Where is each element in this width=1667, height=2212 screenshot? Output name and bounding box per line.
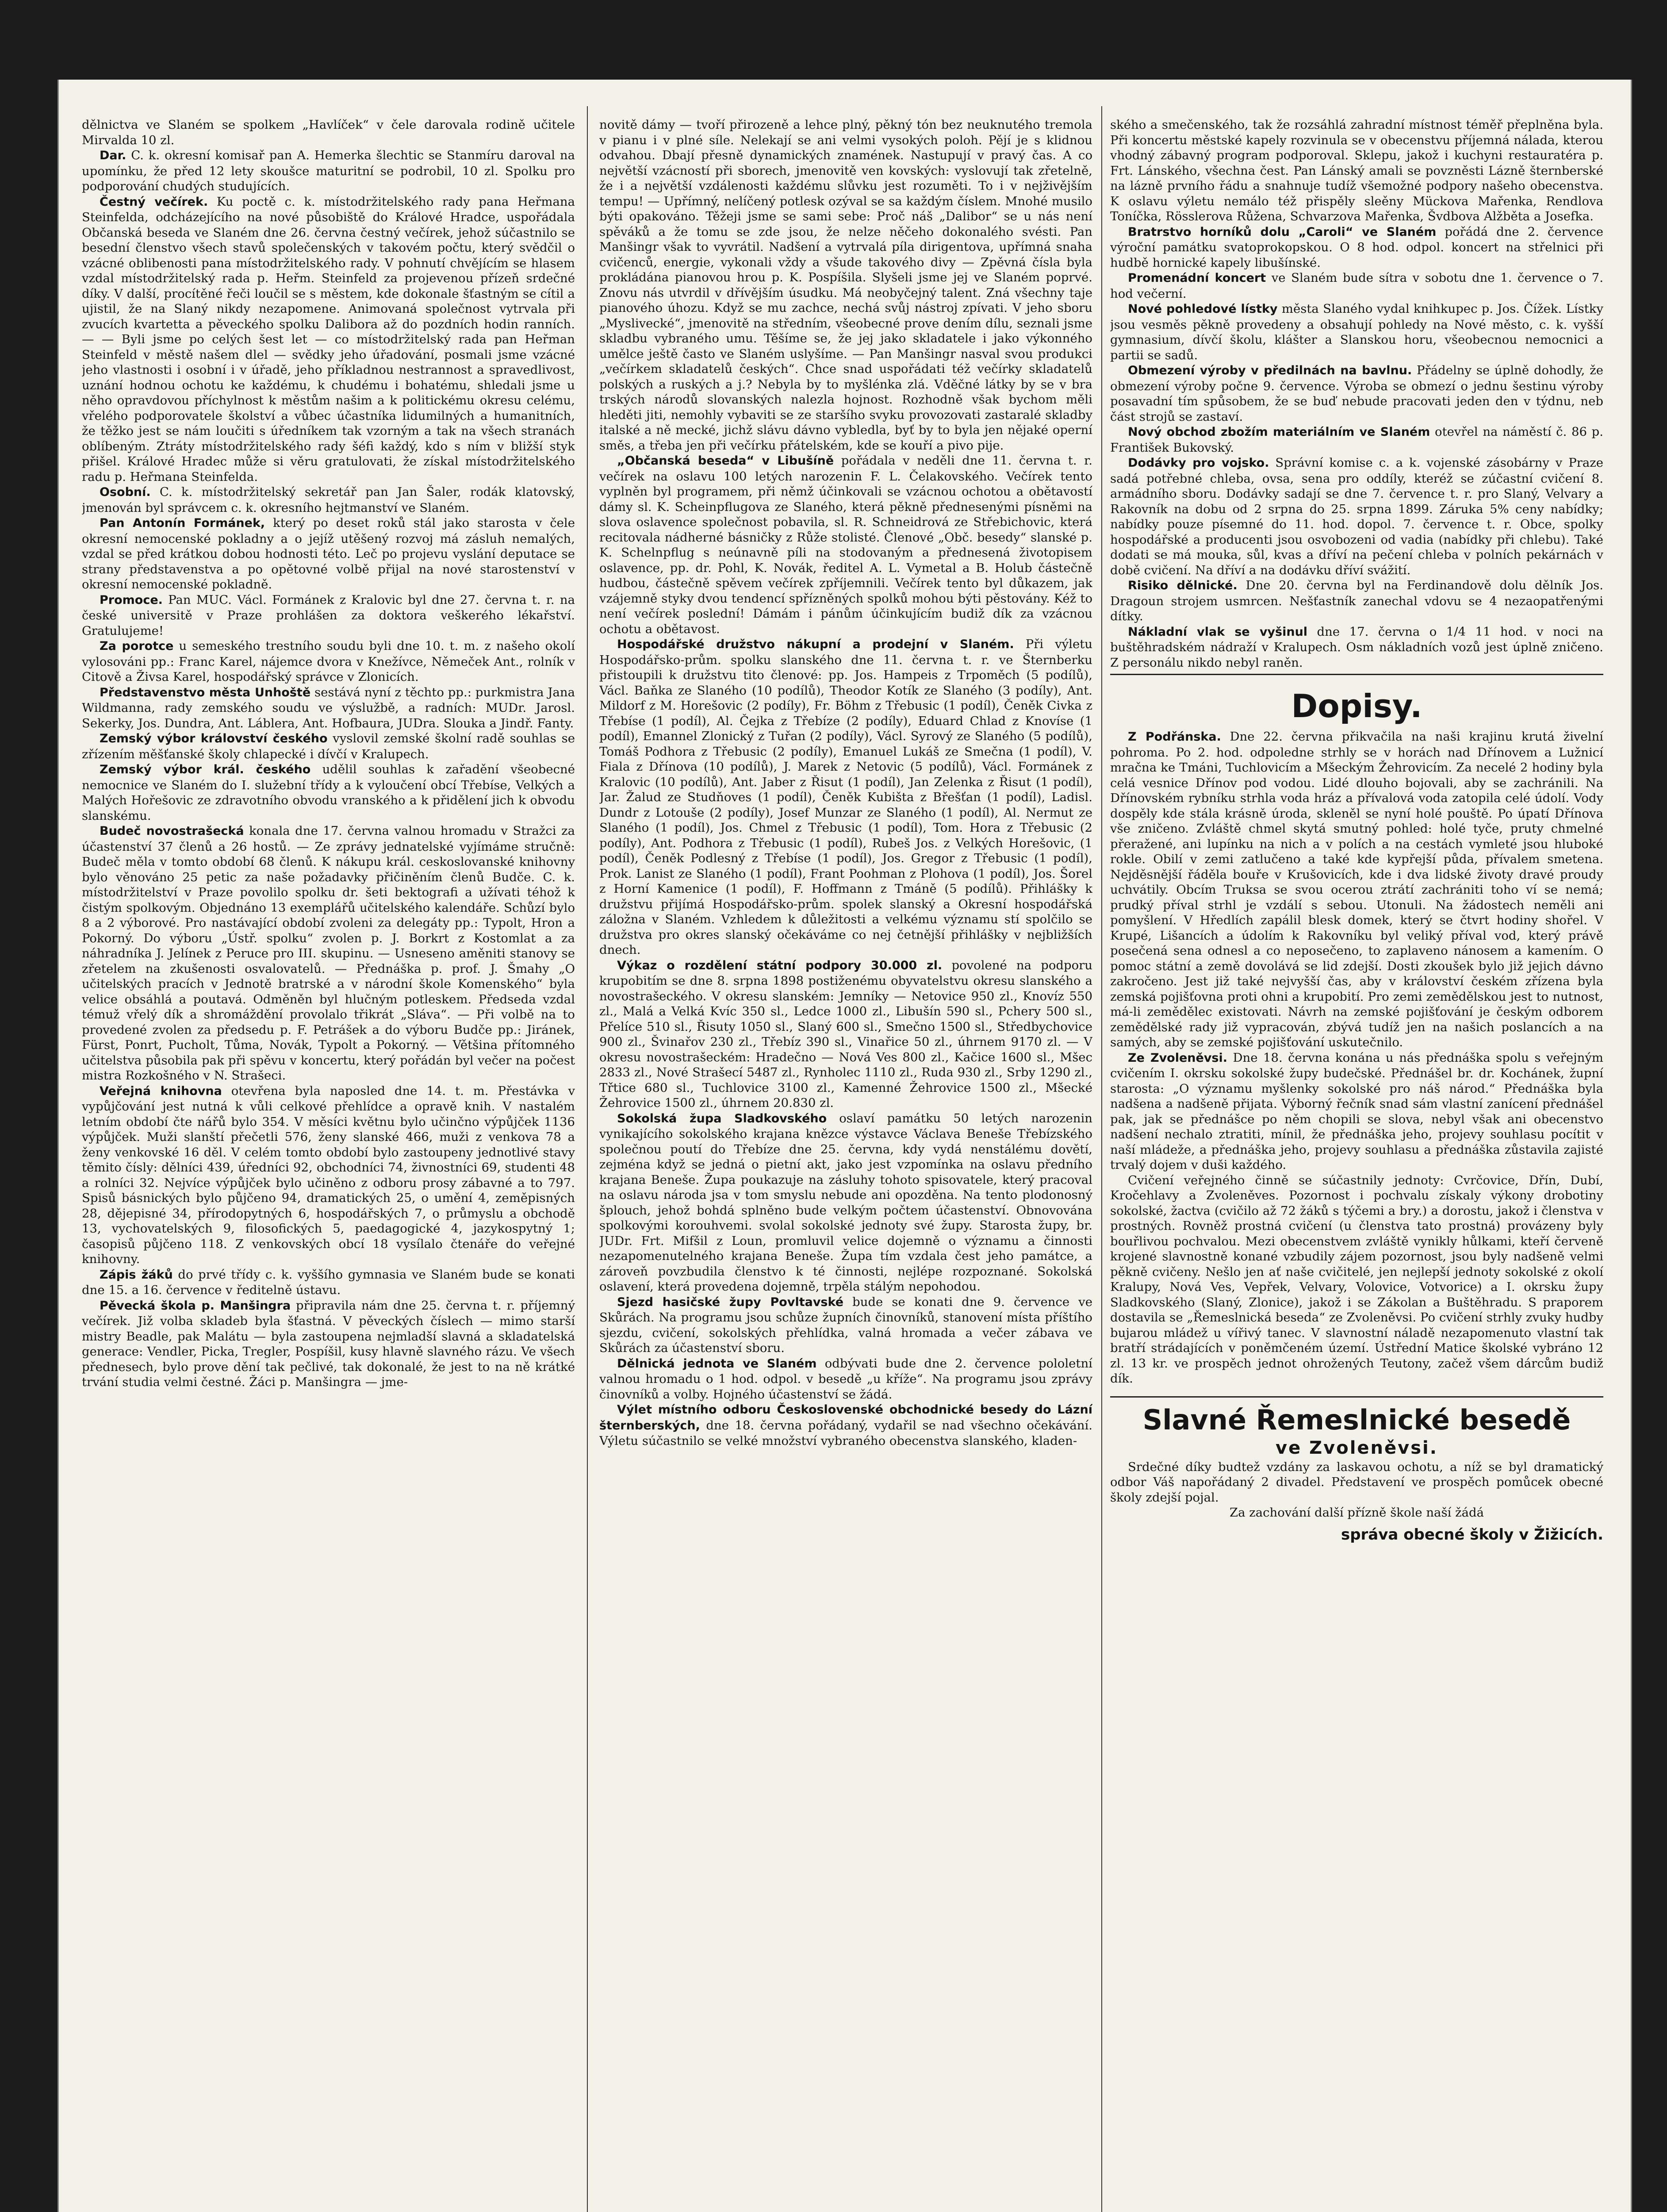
news-headline: Nový obchod zbožím materiálním ve Slaném bbox=[1128, 425, 1430, 439]
news-text: odbývati bude dne 2. července pololetní valnou hromadu o 1 hod. odpol. v besedě „u kříže“. Na programu jsou zprávy činovníků a volby. Hojného účastenství se žádá. bbox=[599, 1356, 1092, 1402]
news-headline: „Občanská beseda“ v Libušíně bbox=[617, 454, 834, 468]
news-text: otevřel na náměstí č. 86 p. František Bukovský. bbox=[1110, 425, 1603, 455]
news-item bbox=[82, 484, 575, 515]
news-text: Přádelny se úplně dohodly, že obmezení výroby počne 9. července. Výroba se obmezí o jednu šestinu výroby posavadní tím spůsobem, že se buď nebude pracovati jeden den v týdnu, neb část strojů se zastaví. bbox=[1110, 363, 1603, 424]
news-item bbox=[82, 148, 575, 194]
news-text: povolené na podporu krupobitím se dne 8. srpna 1898 postiženému obyvatelstvu okresu slanského a novostrašeckého. V okresu slanském: Jemníky — Netovice 950 zl., Knovíz 550 zl., Malá a Velká Kvíc 350 sl., Ledce 1000 zl., Libušín 590 sl., Pchery 500 sl., Přelíce 510 sl., Řisuty 1050 sl., Slaný 600 sl., Smečno 1500 sl., Středbychovice 900 zl., Švinařov 230 zl., Třebíz 390 sl., Vinařice 50 zl., úhrnem 9170 zl. — V okresu novostrašeckém: Hradečno — Nová Ves 800 zl., Kačice 1600 sl., Mšec 2833 zl., Nové Strašecí 5487 zl., Rynholec 1110 zl., Ruda 930 zl., Srby 1290 zl., Třtice 680 sl., Tuchlovice 3100 zl., Kamenné Žehrovice 1500 zl., Mšecké Žehrovice 1500 zl., úhrnem 20.830 zl. bbox=[599, 958, 1092, 1110]
column-rule-2 bbox=[1101, 106, 1102, 2212]
news-text: Při výletu Hospodářsko-prům. spolku slanského dne 11. června t. r. ve Šternberku přistoupili k družstvu tito členové: pp. Jos. Hampeis z Trpoměch (5 podílů), Václ. Baňka ze Slaného (10 podílů), Theodor Kotík ze Slaného (3 podíly), Ant. Mildorf z M. Horešovic (2 podíly), Fr. Böhm z Třebusic (1 podíl), Čeněk Civka z Třebíse (1 podíl), Al. Čejka z Třebíze (2 podíly), Eduard Chlad z Knovíse (1 podíl), Emannel Zlonický z Tuřan (2 podíly), Václ. Syrový ze Slaného (5 podílů), Tomáš Podhora z Třebusic (2 podíly), Emanuel Lukáš ze Smečna (1 podíl), V. Fiala z Dřínova (10 podílů), J. Marek z Netovic (5 podílů), Václ. Formánek z Kralovic (10 podílů), Ant. Jaber z Řisut (1 podíl), Jan Zelenka z Řisut (1 podíl), Jar. Žalud ze Studňoves (1 podíl), Čeněk Kubišta z Břešťan (1 podíl), Ladisl. Dundr z Lotouše (2 podíly), Josef Munzar ze Slaného (1 podíl), Al. Nermut ze Slaného (1 podíl), Jos. Chmel z Třebusic (1 podíl), Tom. Hora z Třebusic (2 podíly), Ant. Podhora z Třebusic (1 podíl), Rubeš Jos. z Velkých Horešovic, (1 podíl), Čeněk Podlesný z Třebíse (1 podíl), Jos. Gregor z Třebusic (1 podíl), Prok. Lanist ze Slaného (1 podíl), Frant Poohman z Plohova (1 podíl), Jos. Šorel z Horní Kamenice (1 podíl), F. Hoffmann z Tmáně (5 podílů). Přihlášky k družstvu přijímá Hospodářsko-prům. spolek slanský a Okresní hospodářská záložna v Slaném. Vzhledem k důležitosti a velkému významu stí spolčilo se družstva pro okres slanský očekáváme co nej četnější přihlášky v nejbližších dnech. bbox=[599, 637, 1092, 957]
news-item bbox=[82, 194, 575, 485]
news-text: Správní komise c. a k. vojenské zásobárny v Praze sadá potřebné chleba, ovsa, sena pro oddíly, kteréž se zúčastní cvičení 8. armádního sboru. Dodávky sadají se dne 7. července t. r. pro Slaný, Velvary a Rakovník na dobu od 2 srpna do 25. srpna 1899. Záruka 5% ceny nabídky; nabídky pouze písemné do 11. hod. dopol. 7. července t. r. Obce, spolky hospodářské a producenti jsou osvobozeni od vadia (nabídky při chlebu). Také dodati se má mouka, sůl, kvas a dříví na pečení chleba v polních pekárnách v době cvičení. Na dříví a na dodávku dříví svážití. bbox=[1110, 456, 1603, 577]
news-headline: Promenádní koncert bbox=[1128, 271, 1266, 285]
news-item bbox=[1110, 424, 1603, 455]
news-item bbox=[1110, 363, 1603, 424]
notice-subtitle: ve Zvoleněvsi. bbox=[1276, 1437, 1438, 1458]
news-text: Dne 20. června byl na Ferdinandově dolu dělník Jos. Dragoun strojem usmrcen. Nešťastník zanechal vdovu se 4 nezaopatřenými dítky. bbox=[1110, 578, 1603, 623]
notice-closing: Za zachování další přízně škole naší žádá bbox=[1230, 1505, 1484, 1520]
letter-text: Cvičení veřejného činně se súčastnily jednoty: Cvrčovice, Dřín, Dubí, Kročehlavy a Zvoleněves. Pozornost i pochvalu získaly výkony drobotiny sokolské, žactva (cvičilo až 72 žáků s týčemi a bry.) a dorostu, jakož i členstva v prostných. Rovněž prostná cvičení (u členstva tato prostná) provázeny byly bouřlivou pochvalou. Mezi obecenstvem zvláště vynikly hůlkami, kteří červeně krojené slavnostně konané vzbudily zájem pozornost, jsou byly nadšeně velmi pěkně cvičeny. Nešlo jen ať naše cvičitelé, jen nejlepší jednoty sokolské z okolí Kralupy, Nová Ves, Vepřek, Velvary, Volovice, Votvorice) a I. okrsku župy Sladkovského (Slaný, Zlonice), jakož i se Zákolan a Buštěhradu. S praporem dostavila se „Řemeslnická beseda“ ze Zvoleněvsi. Po cvičení strhly zvuky hudby bujarou mládež u vířivý tanec. V slavnostní náladě nezapomenuto vlastní tak bratří strádajících v poněmčeném území. Ústřední Matice školské vybráno 12 zl. 13 kr. ve prospěch jednot ohrožených Teutony, začež všem dárcům budiž dík. bbox=[1110, 1173, 1603, 1386]
news-text: který po deset roků stál jako starosta v čele okresní nemocenské pokladny a o jejíž utěšený rozvoj má zásluh nemalých, vzdal se před krátkou dobou hodnosti této. Leč po projevu vyslání deputace se strany představenstva a po opětovné volbě přijal na nové starostenství v okresní nemocenské pokladně. bbox=[82, 516, 575, 591]
news-item bbox=[1110, 270, 1603, 301]
news-text: ve Slaném bude sítra v sobotu dne 1. července o 7. hod večerní. bbox=[1110, 271, 1603, 301]
news-headline: Čestný večírek. bbox=[100, 195, 208, 209]
news-headline: Dodávky pro vojsko. bbox=[1128, 456, 1269, 470]
news-item bbox=[1110, 455, 1603, 578]
news-item bbox=[82, 731, 575, 762]
news-item bbox=[82, 1083, 575, 1267]
news-text: dělnictva ve Slaném se spolkem „Havlíček“ v čele darovala rodině učitele Mirvalda 10 zl. bbox=[82, 118, 575, 147]
news-headline: Za porotce bbox=[100, 639, 174, 653]
news-item bbox=[1110, 117, 1603, 224]
letter-headline: Ze Zvoleněvsi. bbox=[1128, 1051, 1228, 1065]
news-item bbox=[82, 592, 575, 639]
letter-item bbox=[1110, 729, 1603, 1050]
column-3 bbox=[1110, 117, 1603, 2212]
news-text: sestává nyní z těchto pp.: purkmistra Jana Wildmanna, rady zemského soudu ve výslužbě, a radních: MUDr. Jarosl. Sekerky, Jos. Dundra, Ant. Láblera, Ant. Hofbaura, JUDra. Slouka a Jindř. Fanty. bbox=[82, 685, 575, 730]
news-item bbox=[599, 117, 1092, 453]
news-headline: Nákladní vlak se vyšinul bbox=[1128, 625, 1308, 639]
news-text: dne 17. června o 1/4 11 hod. v noci na buštěhradském nádraží v Kralupech. Osm nákladních vozů jest úplně zničeno. Z personálu nikdo nebyl raněn. bbox=[1110, 624, 1603, 670]
news-headline: Risiko dělnické. bbox=[1128, 579, 1238, 592]
news-text: udělil souhlas k zařadění všeobecné nemocnice ve Slaném do I. služební třídy a k vyloučení obcí Třebíse, Velkých a Malých Hořešovic ze zdravotního obvodu vranského a k přidělení jich k obvodu slanskému. bbox=[82, 762, 575, 823]
news-headline: Sokolská župa Sladkovského bbox=[617, 1111, 827, 1125]
news-headline: Dělnická jednota ve Slaném bbox=[617, 1356, 817, 1371]
notice-signature: správa obecné školy v Žižicích. bbox=[1341, 1525, 1603, 1544]
news-item bbox=[82, 1267, 575, 1298]
news-text: vyslovil zemské školní radě souhlas se zřízením měšťanské školy chlapecké i dívčí v Kralupech. bbox=[82, 731, 575, 761]
letter-text: Dne 18. června konána u nás přednáška spolu s veřejným cvičením I. okrsku sokolské župy budečské. Přednášel br. dr. Kochánek, župní starosta: „O významu myšlenky sokolské pro náš národ.“ Přednáška byla nadšena a nadšeně přijata. Výborný řečník snad sám vlastní zanícení přednášel pak, jak se přednášce po něm chopili se slova, nebyl však ani obecenstvo nadšení nechalo ztratiti, mínil, že přednáška jeho, projevy souhlasu pocítit v naší mládeže, a přednáška jeho, projevy souhlasu a přednáška zůstavila zajisté trvalý dojem v duši každého. bbox=[1110, 1050, 1603, 1172]
letter-text: Dne 22. června přikvačila na naši krajinu krutá živelní pohroma. Po 2. hod. odpoledne strhly se v horách nad Dřínovem a Lužnicí mračna ke Tmáni, Tuchlovicím a Mšeckým Žehrovicím. Za necelé 2 hodiny byla celá vesnice Dřínov pod vodou. Lidé dlouho bojovali, aby se zachránili. Na Dřínovském rybníku strhla voda hráz a přívalová voda zatopila celé údolí. Vody dospěly kde stála krásně úroda, skleněl se nyní holé pouště. Po úpatí Dřínova vše zničeno. Zvláště chmel skytá smutný pohled: holé tyče, pruty chmelné přeražené, ani lupínku na nich a v polích a na cestách vymleté jsou hluboké rokle. Obilí v zemi zatlučeno a také kde kypřejší půda, přívalem smetena. Nejděsnější řáděla bouře v Krušovicích, kde i dva lidské životy dravé proudy uchvátily. Obcím Truksa se svou ocerou ztrátí zachrániti toho ví se nemá; prudký příval strhl je vzdálí s sebou. Utonuli. Na žádostech neměli ani pomyšlení. V Hředlích zapálil blesk domek, který se čtvrt hodiny shořel. V Krupé, Lišancích a údolím k Rakovníku byl veliký příval vod, který právě posečená sena odnesl a co neposečeno, to zaplaveno nánosem a kamením. O pomoc státní a země dovolává se lid zdejší. Dosti zkoušek bylo již jejich dávno zakročeno. Jest již také nejvyšší čas, aby v království českém zřízena byla zemská pojišťovna proti ohni a krupobití. Pro zemi zemědělskou jest to nutnost, má-li zemědělec existovati. Návrh na zemské pojišťování je českým odborem zemědělské rady již vypracován, zbývá tudíž jen na našich poslancích a na samých, aby se zemské pojišťování uskutečnilo. bbox=[1110, 730, 1603, 1049]
news-text: svolal sokolské jednoty své župy. Starosta župy, br. JUDr. Frt. Mifšil z Loun, promluvil velice dojemně o významu a činnosti nezapomenutelného krajana Beneše. Župa tím vzdala čest jeho památce, a zároveň povzbudila členstvo k té činnosti, nejlépe rozpoznané. Sokolská oslavení, která provedena dojemně, trpěla stálým nepohodou. bbox=[599, 1218, 1092, 1294]
news-text: oslaví památku 50 letých narozenin vynikajícího sokolského krajana knězce výstavce Václava Beneše Třebízského společnou poutí do Třebíze dne 25. června, kdy vydá nenstálému dovětí, zejména když se jedná o pietní akt, jako jest vzpomínka na oslavu předního krajana Beneše. Župa poukazuje na zásluhy tohoto spisovatele, který pracoval na oslavu národa jsa v tom smyslu nebude ani opozděna. Na tento plodonosný šplouch, jehož bohdá splněno bude velkým počtem účastenství. Obnovována spolkovými korouhvemi. bbox=[599, 1111, 1092, 1233]
news-headline: Bratrstvo horníků dolu „Caroli“ ve Slaném bbox=[1128, 225, 1437, 239]
news-headline: Sjezd hasičské župy Povltavské bbox=[617, 1295, 844, 1309]
notice-body: Srdečné díky budtež vzdány za laskavou ochotu, a níž se byl dramatický odbor Váš napořádaný 2 divadel. Představení ve prospěch pomůcek obecné školy zdejší pojal. bbox=[1110, 1459, 1603, 1505]
news-item bbox=[599, 637, 1092, 958]
news-text: otevřena byla naposled dne 14. t. m. Přestávka v vypůjčování jest nutná k vůli celkové přehlídce a opravě knih. V nastalém letním období čte nářů bylo 354. V měsíci květnu bylo učinčno výpůjček 1136 výpůjček. Muži slanští přečetli 576, ženy slanské 466, muži z venkova 78 a ženy venkovské 16 děl. V celém tomto období bylo zastoupeny jednotlivé stavy těmito čísly: dělníci 439, úředníci 92, obchodníci 74, živnostníci 69, studenti 48 a rolníci 32. Nejvíce výpůjček bylo učiněno z odboru prosy zábavné a to 797. Spisů básnických bylo půjčeno 94, dramatických 25, o umění 4, zeměpisných 28, dějepisné 34, přírodopytných 6, hospodářských 7, o průmyslu a obchodě 13, vychovatelských 9, filosofických 5, paedagogické 4, jazykospytný 1; časopisů půjčeno 118. Z venkovských obcí 18 vysílalo čtenáře do veřejné knihovny. bbox=[82, 1083, 575, 1266]
dopisy-section-title: Dopisy. bbox=[1291, 687, 1422, 725]
news-text: dne 18. června pořádaný, vydařil se nad všechno očekávání. Výletu súčastnilo se velké množství vybraného obecenstva slanského, kladen- bbox=[599, 1418, 1092, 1448]
newspaper-page bbox=[57, 80, 1632, 2212]
news-item bbox=[82, 823, 575, 1083]
column-1 bbox=[82, 117, 575, 2212]
news-item bbox=[599, 1111, 1092, 1294]
news-headline: Hospodářské družstvo nákupní a prodejní v Slaném. bbox=[617, 637, 1014, 651]
letter-item bbox=[1110, 1173, 1603, 1386]
news-item bbox=[82, 515, 575, 592]
news-headline: Zápis žáků bbox=[100, 1267, 173, 1282]
page-edge-left bbox=[57, 80, 59, 2212]
news-headline: Zemský výbor král. českého bbox=[100, 763, 311, 776]
news-text: C. k. okresní komisař pan A. Hemerka šlechtic se Stanmíru daroval na upomínku, že před 12 lety skoušce maturitní se podrobil, 10 zl. Spolku pro podporování chudých studujících. bbox=[82, 148, 575, 193]
section-divider bbox=[1110, 674, 1603, 675]
news-text: připravila nám dne 25. června t. r. příjemný večírek. Již volba skladeb byla šťastná. V pěveckých číslech — mimo starší mistry Beadle, pak Malátu — byla zastoupena nejmladší slavná a skladatelská generace: Vendler, Picka, Tregler, Pospíšil, kusy hlavně slavného rázu. Ve všech přednesech, bylo prove dění tak pečlivé, tak dokonalé, že jest to na ně krátké trvání studia velmi čestné. Žáci p. Manšingra — jme- bbox=[82, 1298, 575, 1389]
news-headline: Představenstvo města Unhoště bbox=[100, 685, 311, 699]
news-text: ského a smečenského, tak že rozsáhlá zahradní místnost téměř přeplněna byla. Při koncertu městské kapely rozvinula se v obecenstvu příjemná nálada, kterou vhodný zábavný program podporoval. Sklepu, jakož i kuchyni restauratéra p. Frt. Lánského, všechna čest. Pan Lánský amali se povzněsti Lázně šternberské na lázně prvního řádu a snahnuje tudíž všemožné podpory našeho obecenstva. K oslavu výletu nemálo též přispěly sleěny Mückova Mařenka, Rendlova Toníčka, Rösslerova Růžena, Schvarzova Mařenka, Švdbova Alžběta a Josefka. bbox=[1110, 118, 1603, 223]
notice-title: Slavné Řemeslnické besedě bbox=[1142, 1403, 1571, 1436]
notice-box bbox=[1110, 1396, 1603, 1545]
page-edge-right bbox=[1631, 80, 1632, 2212]
news-text: pořádá dne 2. července výroční památku svatoprokopskou. O 8 hod. odpol. koncert na střelnici při hudbě hornické kapely libušínské. bbox=[1110, 224, 1603, 270]
news-text: do prvé třídy c. k. vyššího gymnasia ve Slaném bude se konati dne 15. a 16. července v ředitelně ústavu. bbox=[82, 1267, 575, 1297]
news-headline: Výkaz o rozdělení státní podpory 30.000 zl. bbox=[617, 958, 943, 972]
letter-headline: Z Podřánska. bbox=[1128, 730, 1221, 744]
news-text: města Slaného vydal knihkupec p. Jos. Čížek. Lístky jsou vesměs pěkně provedeny a obsahují pohledy na Nové město, c. k. vyšší gymnasium, dívčí školu, klášter a Slanskou horu, všeobecnou nemocnici a partii se sadů. bbox=[1110, 302, 1603, 362]
news-item bbox=[82, 685, 575, 731]
news-item bbox=[1110, 578, 1603, 624]
news-item bbox=[82, 117, 575, 148]
news-headline: Osobní. bbox=[100, 485, 151, 499]
news-headline: Výlet místního odboru Československé obchodnické besedy do Lázní šternberských, bbox=[599, 1403, 1092, 1432]
news-headline: Pěvecká škola p. Manšingra bbox=[100, 1298, 291, 1313]
news-headline: Veřejná knihovna bbox=[100, 1084, 222, 1098]
news-text: u semeského trestního soudu byli dne 10. t. m. z našeho okolí vylosováni pp.: Franc Karel, nájemce dvora v Knežívce, Němeček Ant., rolník v Citově a Živsa Karel, hospodářský správce v Zlonicích. bbox=[82, 639, 575, 684]
news-text: bude se konati dne 9. července ve Skůrách. Na programu jsou schůze župních činovníků, stanovení místa příštího sjezdu, cvičení, sokolských přehlídka, valná hromada a večer zábava ve Skůrách za účastenství sboru. bbox=[599, 1294, 1092, 1355]
news-text: C. k. místodržitelský sekretář pan Jan Šaler, rodák klatovský, jmenován byl správcem c. k. okresního hejtmanství ve Slaném. bbox=[82, 485, 575, 515]
news-headline: Nové pohledové lístky bbox=[1128, 302, 1278, 316]
news-headline: Zemský výbor království českého bbox=[100, 732, 328, 745]
news-text: Ku poctě c. k. místodržitelského rady pana Heřmana Steinfelda, odcházejícího na nové působiště do Králové Hradce, uspořádala Občanská beseda ve Slaném dne 26. června čestný večírek, jehož súčastnilo se besední členstvo všech stavů společenských v takovém počtu, který svědčil o vzácné oblibenosti pana místodržitelského rady. V pohnutí chvějícím se hlasem vzdal místodržitelský rada p. Heřm. Steinfeld za projevenou přízeň srdečné díky. V další, procítěné řeči loučil se s městem, kde dokonale šťastným se cítil a ujistil, že na Slaný nikdy nezapomene. Animovaná společnost vytrvala při zvucích kvartetta a pěveckého spolku Dalibora až do pozdních hodin ranních. — — Byli jsme po celých šest let — co místodržitelský rada pan Heřman Steinfeld v městě našem dlel — svědky jeho úřadování, posmali jsme vzácné jeho vlastnosti i osobní i v úřadě, jeho příkladnou nestrannost a spravedlivost, uznání hodnou ochotu ke každému, k chudému i bohatému, shledali jsme u něho opravdovou příchylnost k městům našim a k politickému okresu celému, vřelého podporovatele školství a vůbec účastníka lidumilných a humanitních, že těžko jest se nám loučiti s úředníkem tak vzorným a tak na všech stranách oblíbeným. Ztráty místodržitelského rady šéfi každý, kdo s ním v bližší styk přišel. Králové Hradec může si věru gratulovati, že získal místodržitelského radu p. Heřmana Steinfelda. bbox=[82, 194, 575, 484]
news-item bbox=[1110, 224, 1603, 271]
letter-item bbox=[1110, 1050, 1603, 1173]
news-headline: Pan Antonín Formánek, bbox=[100, 516, 265, 530]
news-item bbox=[599, 1356, 1092, 1402]
news-item bbox=[599, 958, 1092, 1111]
news-text: pořádala v neděli dne 11. června t. r. večírek na oslavu 100 letých narozenin F. L. Čelakovského. Večírek tento vyplněn byl programem, při němž účinkovali se vzácnou ochotou a obětavostí dámy sl. K. Scheinpflugova ze Slaného, která pěkně přednesenými písněmi na slova oslavence společnost pobavila, sl. R. Schneidrová ze Střebichovic, která recitovala nádherné básničky z Růže stolisté. Členové „Obč. besedy“ slanské p. K. Schelnpflug s neúnavně píli na stodovaným a přednesená životopisem oslavence, pp. dr. Pohl, K. Novák, ředitel A. L. Vymetal a B. Holub částečně hudbou, částečně spěvem večírek zpříjemnili. Večírek tento byl důkazem, jak vzájemně styky dvou tendencí spřízněných spolků mohou býti pěstovány. Kéž to není večírek poslední! Dámám i pánům účinkujícím budiž dík za vzácnou ochotu a obětavost. bbox=[599, 453, 1092, 636]
news-text: Pan MUC. Václ. Formánek z Kralovic byl dne 27. června t. r. na české universitě v Praze prohlášen za doktora veškerého lékařství. Gratulujeme! bbox=[82, 592, 575, 638]
news-item bbox=[599, 453, 1092, 637]
news-text: konala dne 17. června valnou hromadu v Stražci za účastenství 37 členů a 26 hostů. — Ze zprávy jednatelské vyjímáme stručně: Budeč měla v tomto období 68 členů. K nákupu král. ceskoslovanské knihovny bylo věnováno 25 petic za naše požadavky přičiněním členů Budče. C. k. místodržitelství v Praze povolilo spolku dr. šeti bektografi a užívati téhož k čistým spolkovým. Objednáno 13 exemplářů učitelského kalendáře. Schůzí bylo 8 a 2 výborové. Pro nastávající období zvoleni za delegáty pp.: Typolt, Hron a Pokorný. Do výboru „Ústř. spolku“ zvolen p. J. Borkrt z Kostomlat a za náhradníka J. Jelínek z Peruce pro III. skupinu. — Usneseno aměniti stanovy se zřetelem na zkušenosti osvalovatelů. — Přednáška p. prof. J. Šmahy „O učitelských pracích v Jednotě bratrské a v národní škole Komenského“ byla velice obsáhlá a poutavá. Odměněn byl hlučným potleskem. Předseda vzdal témuž vřelý dík a shromáždění provolalo třikrát „Sláva“. — Při volbě na to provedené zvolen za předsedu p. F. Petrášek a do výboru Budče pp.: Jiránek, Fürst, Ponrt, Pucholt, Tůma, Novák, Typolt a Pokorný. — Většina přítomného učitelstva působila pak při spěvu v koncertu, který pořádán byl večer na počest mistra Rozkošného v N. Strašeci. bbox=[82, 824, 575, 1083]
news-headline: Dar. bbox=[100, 149, 126, 162]
news-item bbox=[599, 1294, 1092, 1356]
news-headline: Obmezení výroby v předilnách na bavlnu. bbox=[1128, 364, 1412, 377]
news-item bbox=[82, 762, 575, 823]
news-item bbox=[1110, 624, 1603, 671]
news-item bbox=[599, 1402, 1092, 1449]
news-headline: Budeč novostrašecká bbox=[100, 824, 244, 838]
news-item bbox=[82, 638, 575, 685]
column-2 bbox=[599, 117, 1092, 2212]
column-rule-1 bbox=[587, 106, 588, 2212]
news-headline: Promoce. bbox=[100, 593, 163, 607]
news-item bbox=[1110, 301, 1603, 363]
news-text: novitě dámy — tvoří přirozeně a lehce plný, pěkný tón bez neuknutého tremola v pianu i v plné síle. Nelekají se ani velmi vysokých poloh. Pějí je s klidnou odvahou. Dbají přesně dynamických znamének. Nastupují v pravý čas. A co největší vzácností při sborech, jmenovitě ven kovských: vyslovují tak zřetelně, že i a největší vzdálenosti každému slůvku jest rozuměti. To i v nejživějším tempu! — Upřímný, nelíčený potlesk ozýval se sa každým číslem. Mnohé musilo býti opakováno. Těžeji jsme se sami sebe: Proč náš „Dalibor“ se u nás není spěváků a že tomu se zde jsou, že nelze něčeho dokonalého svésti. Pan Manšingr však to vyvrátil. Nadšení a vytrvalá píla dirigentova, upřímná snaha cvičenců, energie, vykonali vždy a všude takového divy — Zpěvná čísla byla prokládána pianovou hrou p. K. Pospíšila. Slyšeli jsme jej ve Slaném poprvé. Znovu nás utvrdil v dřívějším úsudku. Má neobyčejný talent. Zná všechny taje pianového úhozu. Když se mu zachce, nechá svůj nástroj zpívati. V jeho sboru „Myslivecké“, jmenovitě na středním, všeobecné prove dením dílu, seznali jsme skladbu vybraného umu. Těšíme se, že jej jako skladatele i jako výkonného umělce ještě často ve Slaném uslyšíme. — Pan Manšingr nasval svou produkci „večírkem skladatelů českých“. Chce snad uspořádati též večírky skladatelů polských a ruských a j.? Nebyla by to myšlénka zlá. Vděčné látky by se v bra trských národů slovanských nalezla hojnost. Rozhodně však bychom měli hleděti jiti, nemohly vybaviti se ze staršího svyku provozovati zastaralé skladby italské a ně mecké, jichž slávu dávno vybledla, byť by to byla jen nějaké operní směs, a třeba jen při večírku přátelském, kde se kouří a pivo pije. bbox=[599, 118, 1092, 453]
news-item bbox=[82, 1298, 575, 1390]
